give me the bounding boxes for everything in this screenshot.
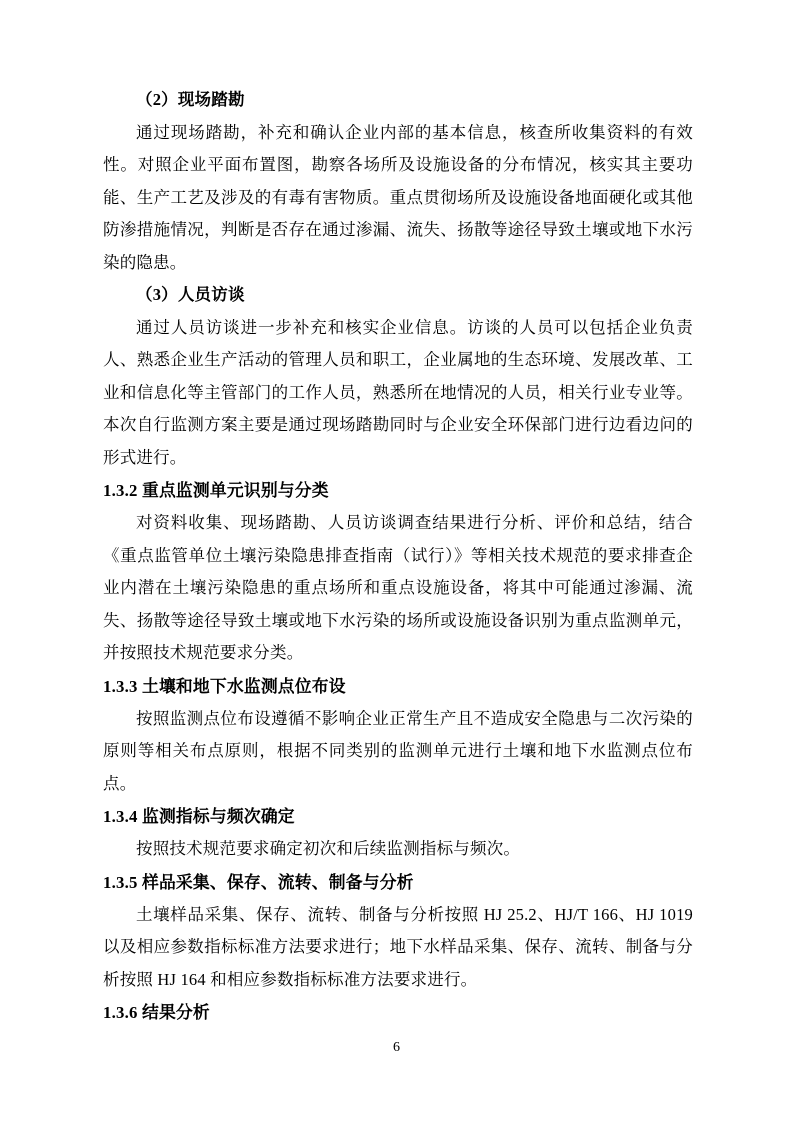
subsection-heading-interview: （3）人员访谈 bbox=[136, 285, 245, 304]
section-heading-1-3-2: 1.3.2 重点监测单元识别与分类 bbox=[103, 481, 329, 500]
page-number: 6 bbox=[393, 1040, 400, 1055]
paragraph-1-3-5: 土壤样品采集、保存、流转、制备与分析按照 HJ 25.2、HJ/T 166、HJ 1019 以及相应参数指标标准方法要求进行；地下水样品采集、保存、流转、制备与分析按照 HJ 164 和相应参数指标标准方法要求进行。 bbox=[103, 904, 693, 989]
page-content bbox=[103, 84, 693, 1029]
paragraph-1-3-4: 按照技术规范要求确定初次和后续监测指标与频次。 bbox=[136, 839, 521, 858]
paragraph-interview: 通过人员访谈进一步补充和核实企业信息。访谈的人员可以包括企业负责人、熟悉企业生产活动的管理人员和职工，企业属地的生态环境、发展改革、工业和信息化等主管部门的工作人员，熟悉所在地情况的人员，相关行业专业等。本次自行监测方案主要是通过现场踏勘同时与企业安全环保部门进行边看边问的形式进行。 bbox=[103, 317, 693, 467]
section-heading-1-3-3: 1.3.3 土壤和地下水监测点位布设 bbox=[103, 676, 346, 696]
section-heading-1-3-6: 1.3.6 结果分析 bbox=[103, 1003, 210, 1022]
section-heading-1-3-4: 1.3.4 监测指标与频次确定 bbox=[103, 807, 295, 826]
subsection-heading-site-survey: （2）现场踏勘 bbox=[136, 90, 245, 109]
paragraph-1-3-2: 对资料收集、现场踏勘、人员访谈调查结果进行分析、评价和总结，结合《重点监管单位土壤污染隐患排查指南（试行）》等相关技术规范的要求排查企业内潜在土壤污染隐患的重点场所和重点设施设备，将其中可能通过渗漏、流失、扬散等途径导致土壤或地下水污染的场所或设施设备识别为重点监测单元，并按照技术规范要求分类。 bbox=[103, 513, 693, 662]
paragraph-1-3-3: 按照监测点位布设遵循不影响企业正常生产且不造成安全隐患与二次污染的原则等相关布点原则，根据不同类别的监测单元进行土壤和地下水监测点位布点。 bbox=[103, 708, 693, 793]
section-heading-1-3-5: 1.3.5 样品采集、保存、流转、制备与分析 bbox=[103, 872, 414, 892]
paragraph-site-survey: 通过现场踏勘，补充和确认企业内部的基本信息，核查所收集资料的有效性。对照企业平面布置图，勘察各场所及设施设备的分布情况，核实其主要功能、生产工艺及涉及的有毒有害物质。重点贯彻场所及设施设备地面硬化或其他防渗措施情况，判断是否存在通过渗漏、流失、扬散等途径导致土壤或地下水污染的隐患。 bbox=[103, 122, 693, 272]
